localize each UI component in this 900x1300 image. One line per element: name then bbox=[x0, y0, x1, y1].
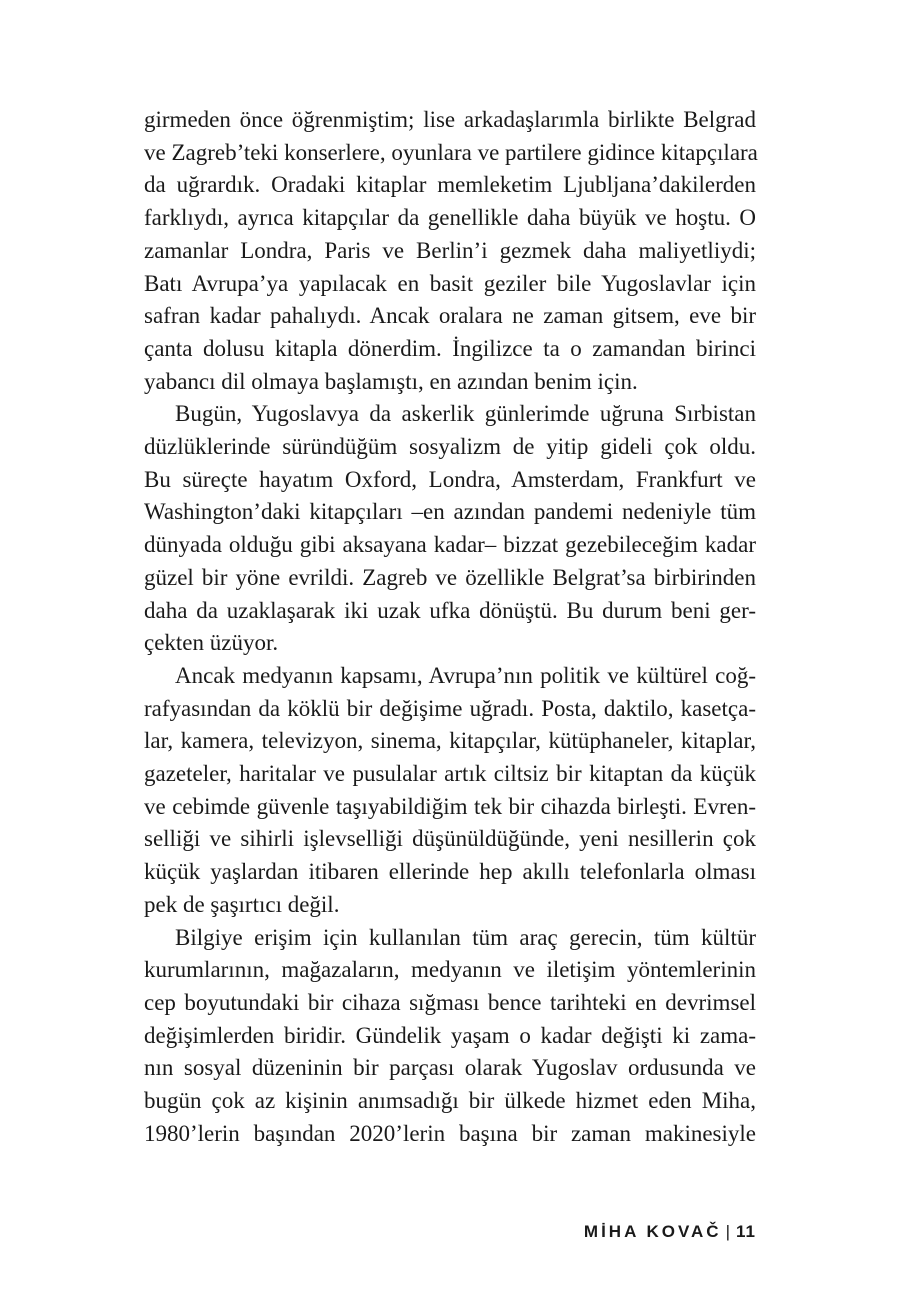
text-line: cep boyutundaki bir cihaza sığması bence tarihteki en devrimsel bbox=[144, 989, 756, 1015]
text-line: dünyada olduğu gibi aksayana kadar– bizzat gezebileceğim kadar bbox=[144, 532, 756, 558]
text-line: safran kadar pahalıydı. Ancak oralara ne zaman gitsem, eve bir bbox=[144, 303, 756, 329]
text-line: çanta dolusu kitapla dönerdim. İngilizce ta o zamandan birinci bbox=[144, 335, 756, 361]
text-line: bugün çok az kişinin anımsadığı bir ülkede hizmet eden Miha, bbox=[144, 1088, 756, 1114]
text-line: zamanlar Londra, Paris ve Berlin’i gezmek daha maliyetliydi; bbox=[144, 237, 756, 263]
text-line: rafyasından da köklü bir değişime uğradı. Posta, daktilo, kasetça- bbox=[144, 695, 756, 721]
text-line: nın sosyal düzeninin bir parçası olarak Yugoslav ordusunda ve bbox=[144, 1055, 756, 1081]
paragraph-4 bbox=[144, 922, 756, 1151]
paragraph-1 bbox=[144, 104, 756, 398]
text-line: ve cebimde güvenle taşıyabildiğim tek bir cihazda birleşti. Evren- bbox=[144, 793, 756, 819]
text-line: Bu süreçte hayatım Oxford, Londra, Amsterdam, Frankfurt ve bbox=[144, 466, 756, 492]
text-line: ve Zagreb’teki konserlere, oyunlara ve partilere gidince kitapçılara bbox=[144, 139, 758, 165]
text-line: kurumlarının, mağazaların, medyanın ve iletişim yöntemlerinin bbox=[144, 957, 756, 983]
text-line: düzlüklerinde süründüğüm sosyalizm de yitip gideli çok oldu. bbox=[144, 434, 756, 460]
paragraph-2 bbox=[144, 398, 756, 660]
text-line: değişimlerden biridir. Gündelik yaşam o kadar değişti ki zama- bbox=[144, 1022, 756, 1048]
page-number: 11 bbox=[736, 1222, 756, 1241]
paragraph-3 bbox=[144, 660, 756, 922]
text-line: 1980’lerin başından 2020’lerin başına bir zaman makinesiyle bbox=[144, 1120, 756, 1146]
text-line: selliği ve sihirli işlevselliği düşünüldüğünde, yeni nesillerin çok bbox=[144, 826, 756, 852]
text-line: Batı Avrupa’ya yapılacak en basit geziler bile Yugoslavlar için bbox=[144, 270, 756, 296]
text-line: Washington’daki kitapçıları –en azından pandemi nedeniyle tüm bbox=[144, 499, 756, 525]
text-line: çekten üzüyor. bbox=[144, 630, 279, 656]
running-footer bbox=[584, 1222, 756, 1242]
text-line: gazeteler, haritalar ve pusulalar artık ciltsiz bir kitaptan da küçük bbox=[144, 761, 756, 787]
text-line: küçük yaşlardan itibaren ellerinde hep akıllı telefonlarla olması bbox=[144, 859, 756, 885]
text-line: farklıydı, ayrıca kitapçılar da genellikle daha büyük ve hoştu. O bbox=[144, 205, 756, 231]
text-line: daha da uzaklaşarak iki uzak ufka dönüştü. Bu durum beni ger- bbox=[144, 597, 756, 623]
text-line: yabancı dil olmaya başlamıştı, en azından benim için. bbox=[144, 368, 638, 394]
text-line: Ancak medyanın kapsamı, Avrupa’nın politik ve kültürel coğ- bbox=[175, 662, 756, 688]
author-name: MİHA KOVAČ bbox=[583, 1222, 722, 1241]
text-line: da uğrardık. Oradaki kitaplar memleketim Ljubljana’dakilerden bbox=[144, 172, 756, 198]
footer-separator: | bbox=[725, 1222, 731, 1241]
text-line: girmeden önce öğrenmiştim; lise arkadaşlarımla birlikte Belgrad bbox=[144, 107, 756, 132]
text-line: pek de şaşırtıcı değil. bbox=[144, 891, 340, 917]
text-line: Bugün, Yugoslavya da askerlik günlerimde uğruna Sırbistan bbox=[175, 401, 756, 427]
body-text bbox=[144, 104, 756, 1151]
text-line: lar, kamera, televizyon, sinema, kitapçılar, kütüphaneler, kitaplar, bbox=[144, 728, 756, 754]
text-line: güzel bir yöne evrildi. Zagreb ve özellikle Belgrat’sa birbirinden bbox=[144, 564, 756, 590]
text-line: Bilgiye erişim için kullanılan tüm araç gerecin, tüm kültür bbox=[175, 924, 756, 950]
